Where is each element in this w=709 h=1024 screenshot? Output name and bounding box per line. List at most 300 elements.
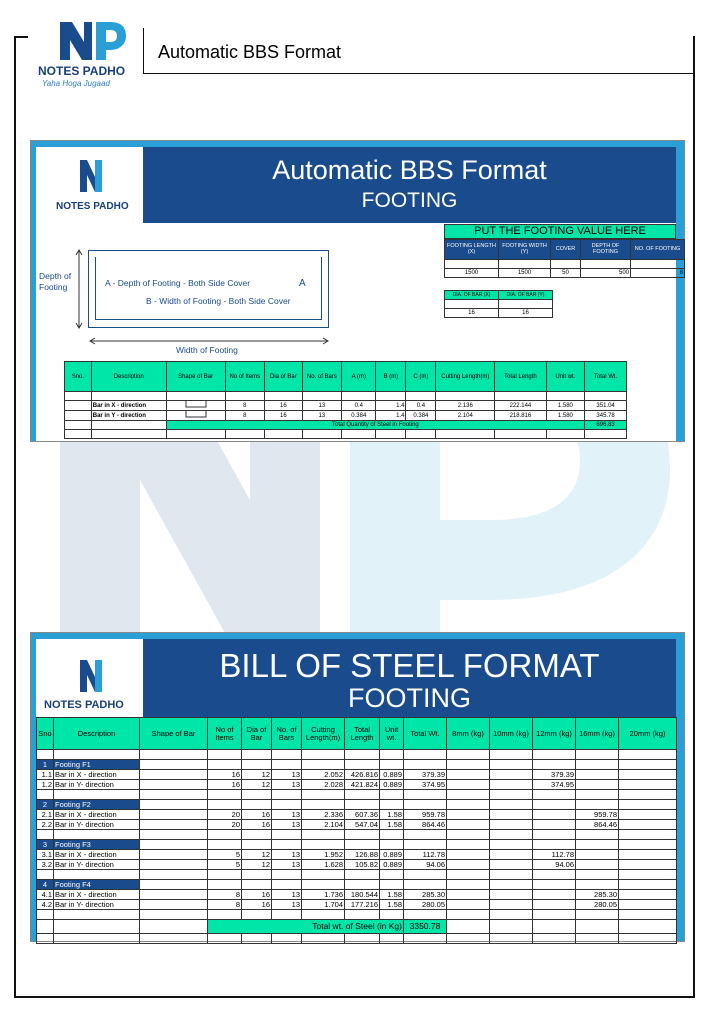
col-sno: Sno. — [65, 362, 92, 392]
bbs-sheet — [30, 140, 685, 442]
table-cell — [380, 870, 404, 880]
table-cell — [242, 760, 272, 770]
table-cell — [447, 920, 490, 934]
row-cut: 2.336 — [302, 810, 345, 820]
row-bars: 13 — [302, 401, 342, 411]
table-cell — [576, 800, 619, 810]
row-mm12 — [533, 810, 576, 820]
row-sno: 3.2 — [37, 860, 54, 870]
row-mm20 — [619, 860, 677, 870]
table-cell — [490, 790, 533, 800]
col-header: Shape of Bar — [140, 718, 208, 750]
sheet-logo-box — [36, 147, 143, 223]
table-cell — [619, 880, 677, 890]
table-cell — [576, 830, 619, 840]
row-mm10 — [490, 810, 533, 820]
row-cut: 1.704 — [302, 900, 345, 910]
table-cell — [242, 910, 272, 920]
row-total: 547.04 — [345, 820, 380, 830]
table-cell — [208, 760, 242, 770]
table-cell — [345, 880, 380, 890]
table-cell — [490, 920, 533, 934]
table-cell — [208, 870, 242, 880]
table-cell — [533, 830, 576, 840]
row-cut: 1.952 — [302, 850, 345, 860]
row-b: 1.4 — [376, 411, 406, 421]
row-mm12: 112.78 — [533, 850, 576, 860]
table-cell — [302, 910, 345, 920]
input-width[interactable]: 1500 — [499, 269, 551, 278]
row-unit: 0.889 — [380, 850, 404, 860]
sheet-title: Automatic BBS Format — [272, 155, 547, 185]
row-dia: 16 — [265, 401, 302, 411]
table-cell — [576, 920, 619, 934]
row-description: Bar in Y- direction — [54, 860, 140, 870]
table-cell — [447, 840, 490, 850]
row-description: Bar in Y - direction — [91, 411, 166, 421]
col-header: No of Items — [208, 718, 242, 750]
table-cell — [140, 790, 208, 800]
row-shape — [140, 780, 208, 790]
table-cell — [380, 750, 404, 760]
table-cell — [208, 830, 242, 840]
row-bars: 13 — [272, 860, 302, 870]
col-b: B (m) — [376, 362, 406, 392]
table-cell — [302, 830, 345, 840]
table-row — [37, 820, 677, 830]
row-description: Bar in X - direction — [54, 850, 140, 860]
col-header: Sno — [37, 718, 54, 750]
row-total-length: 222.144 — [495, 401, 546, 411]
sheet-logo-box — [36, 639, 143, 717]
table-cell — [576, 934, 619, 944]
input-header-width: FOOTING WIDTH (Y) — [499, 240, 551, 260]
table-cell — [380, 800, 404, 810]
col-c: C (m) — [406, 362, 436, 392]
table-cell — [404, 800, 447, 810]
table-cell — [272, 790, 302, 800]
row-mm8 — [447, 900, 490, 910]
table-row — [65, 401, 627, 411]
col-bars: No. of Bars — [302, 362, 342, 392]
table-cell — [302, 934, 345, 944]
row-bars: 13 — [272, 810, 302, 820]
section-number: 3 — [37, 840, 54, 850]
input-length[interactable]: 1500 — [445, 269, 499, 278]
col-total-wt: Total Wt. — [585, 362, 627, 392]
row-items: 8 — [225, 411, 265, 421]
table-cell — [345, 934, 380, 944]
row-mm8 — [447, 820, 490, 830]
table-cell — [447, 760, 490, 770]
row-unit: 0.889 — [380, 780, 404, 790]
row-sno: 2.2 — [37, 820, 54, 830]
row-mm10 — [490, 890, 533, 900]
sheet-subtitle: FOOTING — [348, 683, 471, 713]
row-mm10 — [490, 860, 533, 870]
table-cell — [37, 870, 54, 880]
sheet-logo-name: NOTES PADHO — [56, 201, 129, 212]
width-label: Width of Footing — [176, 345, 238, 355]
col-header: 16mm (kg) — [576, 718, 619, 750]
table-cell — [272, 800, 302, 810]
row-mm12 — [533, 900, 576, 910]
row-wt: 379.39 — [404, 770, 447, 780]
table-cell — [208, 934, 242, 944]
table-cell — [242, 870, 272, 880]
table-cell — [37, 910, 54, 920]
row-wt: 864.46 — [404, 820, 447, 830]
section-name: Footing F1 — [54, 760, 140, 770]
table-cell — [37, 920, 54, 934]
b-legend: B - Width of Footing - Both Side Cover — [146, 296, 291, 306]
table-cell — [272, 934, 302, 944]
table-cell — [345, 840, 380, 850]
table-cell — [619, 870, 677, 880]
table-cell — [54, 910, 140, 920]
dia-y-header: DIA. OF BAR (Y) — [499, 291, 553, 300]
row-unit: 1.58 — [380, 900, 404, 910]
table-row — [37, 890, 677, 900]
row-shape — [140, 810, 208, 820]
bar-shape — [166, 411, 225, 421]
row-mm8 — [447, 770, 490, 780]
table-cell — [345, 790, 380, 800]
input-cover[interactable]: 50 — [551, 269, 581, 278]
footing-input-table — [444, 239, 685, 278]
row-mm16 — [576, 860, 619, 870]
table-row — [37, 850, 677, 860]
row-cutting: 2.104 — [436, 411, 495, 421]
row-sno: 1.1 — [37, 770, 54, 780]
table-cell — [140, 830, 208, 840]
row-shape — [140, 850, 208, 860]
row-mm8 — [447, 860, 490, 870]
section-row — [37, 840, 677, 850]
table-cell — [140, 800, 208, 810]
bar-shape-icon — [184, 411, 208, 418]
row-bars: 13 — [302, 411, 342, 421]
table-cell — [619, 910, 677, 920]
section-number: 1 — [37, 760, 54, 770]
table-cell — [37, 790, 54, 800]
table-cell — [490, 870, 533, 880]
table-cell — [576, 760, 619, 770]
row-mm10 — [490, 770, 533, 780]
logo-name: NOTES PADHO — [38, 64, 126, 78]
dia-y-value[interactable]: 16 — [499, 309, 553, 318]
row-mm20 — [619, 850, 677, 860]
header-underline — [143, 73, 695, 74]
row-shape — [140, 820, 208, 830]
table-cell — [576, 880, 619, 890]
put-value-banner: PUT THE FOOTING VALUE HERE — [444, 224, 676, 239]
row-wt: 280.05 — [404, 900, 447, 910]
table-cell — [533, 760, 576, 770]
table-cell — [345, 830, 380, 840]
table-cell — [302, 880, 345, 890]
sheet-subtitle: FOOTING — [361, 189, 458, 212]
row-shape — [140, 900, 208, 910]
table-cell — [447, 910, 490, 920]
table-cell — [272, 880, 302, 890]
table-cell — [533, 870, 576, 880]
table-cell — [37, 750, 54, 760]
row-description: Bar in X - direction — [54, 810, 140, 820]
table-cell — [302, 800, 345, 810]
row-unit: 0.889 — [380, 860, 404, 870]
input-count[interactable]: 8 — [631, 269, 685, 278]
table-row — [37, 900, 677, 910]
table-cell — [490, 750, 533, 760]
row-dia: 16 — [242, 890, 272, 900]
table-cell — [140, 760, 208, 770]
row-bars: 13 — [272, 780, 302, 790]
row-dia: 12 — [242, 770, 272, 780]
table-cell — [54, 830, 140, 840]
n-logo-icon — [79, 659, 103, 693]
table-cell — [380, 840, 404, 850]
table-cell — [533, 880, 576, 890]
col-header: Total Wt. — [404, 718, 447, 750]
table-cell — [490, 910, 533, 920]
document-title: Automatic BBS Format — [158, 42, 342, 62]
row-mm12: 94.06 — [533, 860, 576, 870]
row-cut: 1.736 — [302, 890, 345, 900]
col-description: Description — [91, 362, 166, 392]
table-cell — [345, 760, 380, 770]
table-cell — [490, 800, 533, 810]
table-cell — [140, 934, 208, 944]
table-cell — [302, 840, 345, 850]
row-mm20 — [619, 770, 677, 780]
table-cell — [302, 760, 345, 770]
row-mm10 — [490, 820, 533, 830]
input-depth[interactable]: 500 — [581, 269, 631, 278]
row-bars: 13 — [272, 770, 302, 780]
row-total-wt: 345.78 — [585, 411, 627, 421]
row-shape — [140, 860, 208, 870]
row-dia: 12 — [242, 860, 272, 870]
table-cell — [533, 920, 576, 934]
row-unit-wt: 1.580 — [546, 401, 585, 411]
col-header: 20mm (kg) — [619, 718, 677, 750]
table-cell — [242, 830, 272, 840]
bar-shape-icon — [184, 401, 208, 408]
row-mm16: 285.30 — [576, 890, 619, 900]
col-unit-wt: Unit wt. — [546, 362, 585, 392]
section-row — [37, 880, 677, 890]
brand-logo — [36, 18, 146, 90]
table-cell — [404, 910, 447, 920]
table-cell — [380, 790, 404, 800]
table-cell — [576, 790, 619, 800]
row-bars: 13 — [272, 820, 302, 830]
table-cell — [619, 760, 677, 770]
table-cell — [208, 840, 242, 850]
row-cutting: 2.136 — [436, 401, 495, 411]
table-cell — [533, 910, 576, 920]
row-mm12 — [533, 890, 576, 900]
table-cell — [140, 880, 208, 890]
row-c: 0.4 — [406, 401, 436, 411]
col-items: No of Items — [225, 362, 265, 392]
table-cell — [619, 920, 677, 934]
table-row — [37, 810, 677, 820]
table-cell — [208, 800, 242, 810]
row-total: 126.88 — [345, 850, 380, 860]
table-cell — [533, 800, 576, 810]
row-wt: 959.78 — [404, 810, 447, 820]
row-mm16 — [576, 780, 619, 790]
table-cell — [37, 934, 54, 944]
table-cell — [380, 880, 404, 890]
row-mm10 — [490, 780, 533, 790]
row-dia: 16 — [242, 810, 272, 820]
row-bars: 13 — [272, 850, 302, 860]
table-row — [37, 860, 677, 870]
row-items: 5 — [208, 860, 242, 870]
row-total-length: 218.816 — [495, 411, 546, 421]
row-mm16: 959.78 — [576, 810, 619, 820]
col-header: 10mm (kg) — [490, 718, 533, 750]
table-cell — [404, 830, 447, 840]
col-header: Description — [54, 718, 140, 750]
table-cell — [345, 870, 380, 880]
col-header: Dia of Bar — [242, 718, 272, 750]
table-cell — [576, 750, 619, 760]
row-cut: 2.028 — [302, 780, 345, 790]
depth-arrow — [75, 249, 83, 329]
table-cell — [302, 790, 345, 800]
blank-row — [37, 870, 677, 880]
table-cell — [576, 870, 619, 880]
table-row — [37, 780, 677, 790]
logo-tagline: Yaha Hoga Jugaad — [42, 79, 110, 88]
row-items: 16 — [208, 780, 242, 790]
total-row — [37, 920, 677, 934]
table-cell — [619, 800, 677, 810]
row-total: 105.82 — [345, 860, 380, 870]
table-cell — [533, 750, 576, 760]
row-mm16: 280.05 — [576, 900, 619, 910]
col-cutting: Cutting Length(m) — [436, 362, 495, 392]
row-description: Bar in X - direction — [54, 770, 140, 780]
total-label: Total wt. of Steel (in Kg) — [208, 920, 404, 934]
row-unit: 1.58 — [380, 890, 404, 900]
sheet-logo-name: NOTES PADHO — [44, 699, 124, 711]
table-cell — [404, 750, 447, 760]
section-row — [37, 760, 677, 770]
table-cell — [619, 790, 677, 800]
table-cell — [380, 910, 404, 920]
row-unit-wt: 1.580 — [546, 411, 585, 421]
row-mm8 — [447, 890, 490, 900]
row-sno: 3.1 — [37, 850, 54, 860]
table-cell — [140, 920, 208, 934]
table-cell — [404, 934, 447, 944]
row-sno: 1.2 — [37, 780, 54, 790]
row-total: 177.216 — [345, 900, 380, 910]
table-cell — [208, 910, 242, 920]
row-items: 5 — [208, 850, 242, 860]
table-cell — [447, 830, 490, 840]
table-cell — [302, 750, 345, 760]
table-cell — [447, 934, 490, 944]
table-cell — [54, 920, 140, 934]
row-b: 1.4 — [376, 401, 406, 411]
section-number: 2 — [37, 800, 54, 810]
row-mm16 — [576, 850, 619, 860]
row-cut: 1.628 — [302, 860, 345, 870]
frame-corner — [14, 36, 28, 38]
blank-row — [37, 830, 677, 840]
dia-x-value[interactable]: 16 — [445, 309, 499, 318]
table-cell — [54, 870, 140, 880]
col-a: A (m) — [342, 362, 376, 392]
col-header: Cutting Length(m) — [302, 718, 345, 750]
table-cell — [404, 840, 447, 850]
table-cell — [404, 790, 447, 800]
table-cell — [576, 910, 619, 920]
table-cell — [404, 870, 447, 880]
row-total: 421.824 — [345, 780, 380, 790]
table-cell — [140, 840, 208, 850]
col-header: Unit wt. — [380, 718, 404, 750]
total-value: 696.83 — [585, 421, 627, 430]
row-sno: 4.2 — [37, 900, 54, 910]
table-cell — [447, 750, 490, 760]
row-shape — [140, 890, 208, 900]
table-cell — [619, 840, 677, 850]
col-header: 8mm (kg) — [447, 718, 490, 750]
blank-row — [37, 934, 677, 944]
row-dia: 12 — [242, 850, 272, 860]
row-total: 607.36 — [345, 810, 380, 820]
table-cell — [447, 800, 490, 810]
blank-row — [37, 790, 677, 800]
table-cell — [576, 840, 619, 850]
table-cell — [533, 790, 576, 800]
row-mm8 — [447, 810, 490, 820]
col-dia: Dia of Bar — [265, 362, 302, 392]
table-cell — [404, 760, 447, 770]
total-label: Total Quantity of Steel in Footing — [166, 421, 584, 430]
table-cell — [380, 760, 404, 770]
row-description: Bar in Y- direction — [54, 780, 140, 790]
row-items: 20 — [208, 810, 242, 820]
row-mm20 — [619, 890, 677, 900]
row-bars: 13 — [272, 900, 302, 910]
table-cell — [345, 910, 380, 920]
row-mm20 — [619, 810, 677, 820]
row-mm16 — [576, 770, 619, 780]
row-a: 0.384 — [342, 411, 376, 421]
depth-label: Depth of Footing — [39, 271, 72, 292]
input-header-length: FOOTING LENGTH (X) — [445, 240, 499, 260]
row-c: 0.384 — [406, 411, 436, 421]
n-logo-icon — [79, 159, 103, 193]
table-cell — [404, 880, 447, 890]
row-dia: 16 — [242, 900, 272, 910]
row-total: 426.816 — [345, 770, 380, 780]
row-sno: 2.1 — [37, 810, 54, 820]
table-cell — [242, 880, 272, 890]
bill-of-steel-table — [36, 717, 677, 944]
col-header: Total Length — [345, 718, 380, 750]
bar-shape — [166, 401, 225, 411]
table-cell — [140, 910, 208, 920]
